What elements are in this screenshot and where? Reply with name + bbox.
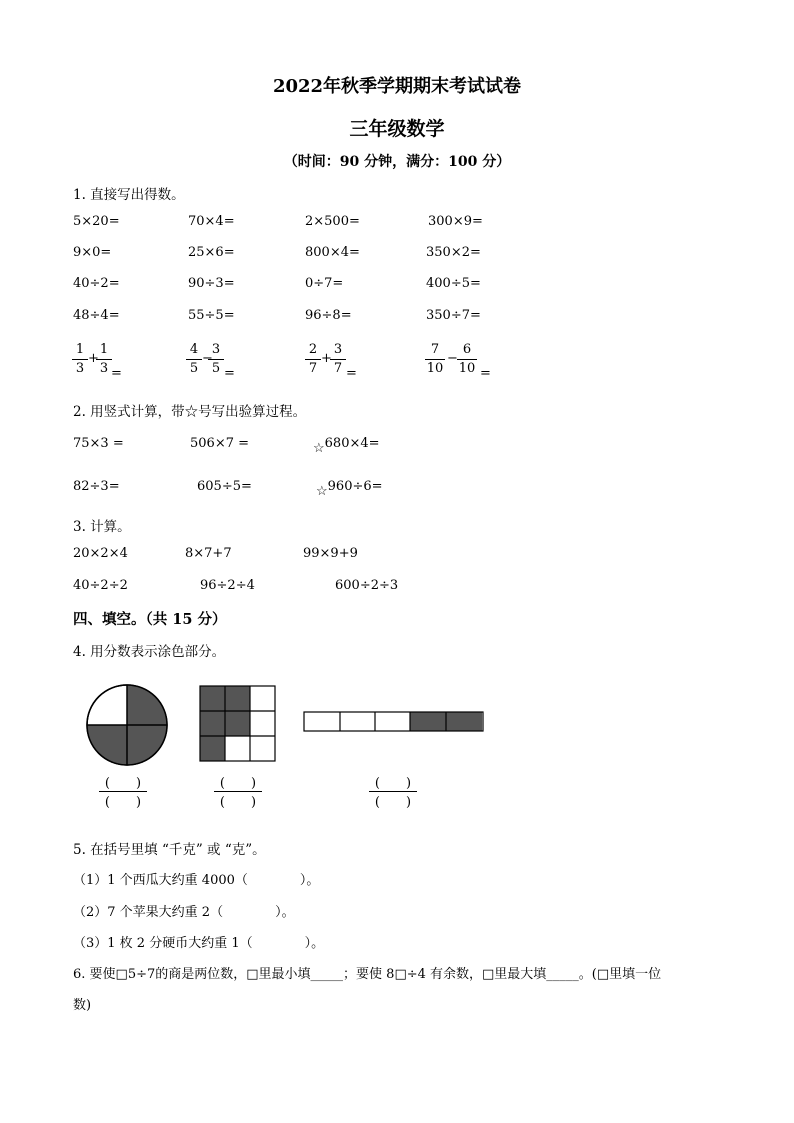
q6-text-line1: 6. 要使□5÷7的商是两位数，□里最小填_____；要使 8□÷4 有余数，□里最大填_____。(□里填一位 — [73, 967, 662, 982]
section-heading: 四、填空。（共 15 分） — [73, 611, 227, 628]
equals: = — [480, 366, 491, 381]
q6-text-line2: 数) — [73, 998, 92, 1013]
shaded-strip-figure — [303, 711, 485, 733]
fraction: 1 3 — [96, 342, 112, 377]
star-icon: ☆ — [313, 441, 325, 456]
q5-prompt: 5. 在括号里填 “千克” 或 “克”。 — [73, 842, 266, 858]
q1-item: 300×9= — [428, 214, 483, 229]
q2-item: 506×7 = — [190, 436, 250, 451]
equals: = — [111, 366, 122, 381]
q1-item: 55÷5= — [188, 308, 235, 323]
q1-item: 70×4= — [188, 214, 235, 229]
operator: + — [88, 351, 99, 366]
shaded-circle-figure — [84, 682, 170, 768]
q1-item: 40÷2= — [73, 276, 120, 291]
q1-item: 90÷3= — [188, 276, 235, 291]
fraction: 3 7 — [330, 342, 346, 377]
exam-info: （时间：90 分钟，满分：100 分） — [283, 154, 511, 170]
q1-item: 96÷8= — [305, 308, 352, 323]
q5-item: （2）7 个苹果大约重 2（ ）。 — [73, 905, 295, 920]
q2-item: 75×3 = — [73, 436, 124, 451]
q1-item: 800×4= — [305, 245, 360, 260]
q4-prompt: 4. 用分数表示涂色部分。 — [73, 644, 226, 660]
q2-item-starred: ☆680×4= — [313, 436, 380, 456]
equals: = — [346, 366, 357, 381]
operator: + — [321, 351, 332, 366]
q3-prompt: 3. 计算。 — [73, 519, 131, 535]
q1-item: 48÷4= — [73, 308, 120, 323]
q2-item: 82÷3= — [73, 479, 120, 494]
fraction: 1 3 — [72, 342, 88, 377]
q1-item: 9×0= — [73, 245, 112, 260]
q2-prompt: 2. 用竖式计算，带☆号写出验算过程。 — [73, 404, 307, 420]
star-icon: ☆ — [316, 484, 328, 499]
q1-item: 350÷7= — [426, 308, 481, 323]
q1-item: 25×6= — [188, 245, 235, 260]
q1-item: 400÷5= — [426, 276, 481, 291]
equals: = — [224, 366, 235, 381]
fraction: 4 5 — [186, 342, 202, 377]
q1-item: 2×500= — [305, 214, 360, 229]
q1-prompt: 1. 直接写出得数。 — [73, 187, 185, 203]
q3-item: 600÷2÷3 — [335, 578, 399, 593]
q5-item: （3）1 枚 2 分硬币大约重 1（ ）。 — [73, 936, 325, 951]
q3-item: 20×2×4 — [73, 546, 128, 561]
fraction: 7 10 — [426, 342, 444, 376]
q1-item: 350×2= — [426, 245, 481, 260]
q3-item: 99×9+9 — [303, 546, 358, 561]
exam-subject: 三年级数学 — [349, 118, 445, 140]
operator: − — [202, 351, 213, 366]
q3-item: 96÷2÷4 — [200, 578, 255, 593]
fraction: 3 5 — [208, 342, 224, 377]
q3-item: 40÷2÷2 — [73, 578, 128, 593]
fraction: 2 7 — [305, 342, 321, 377]
shaded-grid-figure — [199, 685, 277, 763]
q1-item: 0÷7= — [305, 276, 344, 291]
q1-item: 5×20= — [73, 214, 120, 229]
q5-item: （1）1 个西瓜大约重 4000（ ）。 — [73, 873, 320, 888]
exam-title: 2022年秋季学期期末考试试卷 — [272, 76, 522, 97]
fraction: 6 10 — [458, 342, 476, 376]
q3-item: 8×7+7 — [185, 546, 232, 561]
operator: − — [447, 351, 458, 366]
q2-item-starred: ☆960÷6= — [316, 479, 383, 499]
q2-item: 605÷5= — [197, 479, 252, 494]
